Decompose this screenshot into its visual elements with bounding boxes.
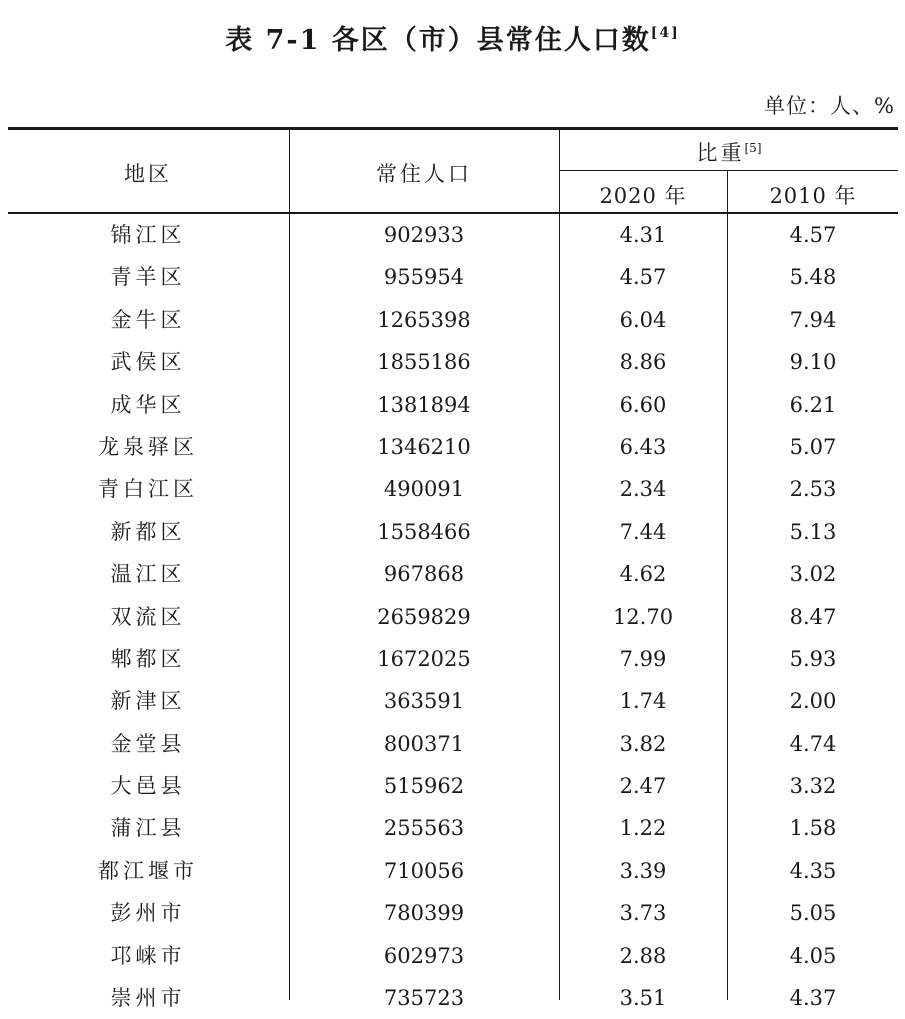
region-cell: 新津区 [110, 689, 186, 714]
population-cell: 363591 [383, 689, 465, 714]
table-row [0, 468, 905, 510]
region-cell: 都江堰市 [98, 858, 198, 883]
table-row [0, 384, 905, 426]
table-row [0, 850, 905, 892]
table-row [0, 638, 905, 680]
population-cell: 902933 [383, 223, 465, 247]
share-footnote: [5] [744, 141, 762, 155]
share-2020-cell: 6.04 [619, 307, 667, 332]
table-row [0, 553, 905, 595]
header-year-2020: 2020 年 [599, 184, 687, 208]
share-2010-cell: 3.32 [789, 774, 837, 799]
share-2020-cell: 2.47 [619, 774, 667, 799]
share-2020-cell: 4.31 [619, 223, 667, 247]
region-cell: 蒲江县 [110, 816, 186, 841]
population-cell: 602973 [383, 943, 465, 968]
region-cell: 龙泉驿区 [98, 434, 198, 459]
share-2010-cell: 5.13 [789, 519, 837, 544]
region-cell: 大邑县 [110, 774, 186, 799]
share-2010-cell: 4.37 [789, 986, 837, 1011]
region-cell: 金堂县 [110, 731, 186, 756]
table-body [0, 214, 905, 1019]
table-row [0, 214, 905, 256]
region-cell: 彭州市 [110, 901, 186, 926]
population-cell: 1855186 [377, 350, 471, 375]
table-row [0, 765, 905, 807]
population-cell: 967868 [383, 562, 465, 587]
table-row [0, 299, 905, 341]
top-rule [8, 127, 898, 130]
region-cell: 温江区 [110, 562, 186, 587]
table-row [0, 935, 905, 977]
share-2020-cell: 2.34 [619, 477, 667, 502]
region-cell: 崇州市 [110, 986, 186, 1011]
share-2010-cell: 2.53 [789, 477, 837, 502]
title-footnote: [4] [650, 25, 680, 41]
population-cell: 1558466 [377, 519, 471, 544]
population-cell: 255563 [383, 816, 465, 841]
share-2010-cell: 4.05 [789, 943, 837, 968]
table-row [0, 723, 905, 765]
share-2010-cell: 4.74 [789, 731, 837, 756]
share-2020-cell: 1.74 [619, 689, 667, 714]
table-row [0, 341, 905, 383]
share-2010-cell: 9.10 [789, 350, 837, 375]
share-2010-cell: 8.47 [789, 604, 837, 629]
region-cell: 青白江区 [98, 477, 198, 502]
share-2020-cell: 2.88 [619, 943, 667, 968]
share-2020-cell: 3.39 [619, 858, 667, 883]
share-2010-cell: 5.48 [789, 265, 837, 290]
share-2020-cell: 6.43 [619, 434, 667, 459]
share-2010-cell: 6.21 [789, 392, 837, 417]
region-cell: 武侯区 [110, 350, 186, 375]
table-row [0, 596, 905, 638]
share-2020-cell: 3.51 [619, 986, 667, 1011]
header-share [560, 137, 898, 167]
share-2020-cell: 12.70 [612, 604, 674, 629]
share-2010-cell: 7.94 [789, 307, 837, 332]
table-row [0, 426, 905, 468]
share-2020-cell: 7.99 [619, 646, 667, 671]
table-row [0, 256, 905, 298]
share-2020-cell: 3.73 [619, 901, 667, 926]
share-subheader-rule [560, 170, 898, 171]
header-region: 地区 [124, 162, 172, 186]
region-cell: 锦江区 [110, 223, 186, 247]
table-row [0, 511, 905, 553]
share-2020-cell: 8.86 [619, 350, 667, 375]
population-cell: 955954 [383, 265, 465, 290]
population-cell: 1346210 [377, 434, 471, 459]
region-cell: 邛崃市 [110, 943, 186, 968]
share-2020-cell: 1.22 [619, 816, 667, 841]
region-cell: 新都区 [110, 519, 186, 544]
share-2020-cell: 4.62 [619, 562, 667, 587]
population-cell: 490091 [383, 477, 465, 502]
region-cell: 青羊区 [110, 265, 186, 290]
share-2010-cell: 1.58 [789, 816, 837, 841]
population-cell: 2659829 [377, 604, 471, 629]
table-title [0, 18, 905, 57]
unit-label: 单位：人、% [764, 94, 895, 118]
region-cell: 成华区 [110, 392, 186, 417]
population-cell: 735723 [383, 986, 465, 1011]
region-cell: 郫都区 [110, 646, 186, 671]
table-row [0, 892, 905, 934]
share-2010-cell: 5.93 [789, 646, 837, 671]
header-share-text: 比重 [696, 141, 745, 165]
table-row [0, 807, 905, 849]
table-row [0, 977, 905, 1019]
population-cell: 515962 [383, 774, 465, 799]
share-2020-cell: 4.57 [619, 265, 667, 290]
header-year-2010: 2010 年 [769, 184, 857, 208]
population-cell: 1265398 [377, 307, 471, 332]
share-2020-cell: 3.82 [619, 731, 667, 756]
table-row [0, 680, 905, 722]
share-2020-cell: 6.60 [619, 392, 667, 417]
population-cell: 1381894 [377, 392, 471, 417]
table-title-text: 表 7-1 各区（市）县常住人口数 [225, 25, 651, 56]
region-cell: 金牛区 [110, 307, 186, 332]
share-2020-cell: 7.44 [619, 519, 667, 544]
share-2010-cell: 4.57 [789, 223, 837, 247]
population-cell: 800371 [383, 731, 465, 756]
population-cell: 780399 [383, 901, 465, 926]
region-cell: 双流区 [110, 604, 186, 629]
share-2010-cell: 5.05 [789, 901, 837, 926]
population-cell: 710056 [383, 858, 465, 883]
share-2010-cell: 5.07 [789, 434, 837, 459]
share-2010-cell: 4.35 [789, 858, 837, 883]
header-population: 常住人口 [376, 162, 472, 186]
share-2010-cell: 2.00 [789, 689, 837, 714]
population-cell: 1672025 [377, 646, 471, 671]
share-2010-cell: 3.02 [789, 562, 837, 587]
